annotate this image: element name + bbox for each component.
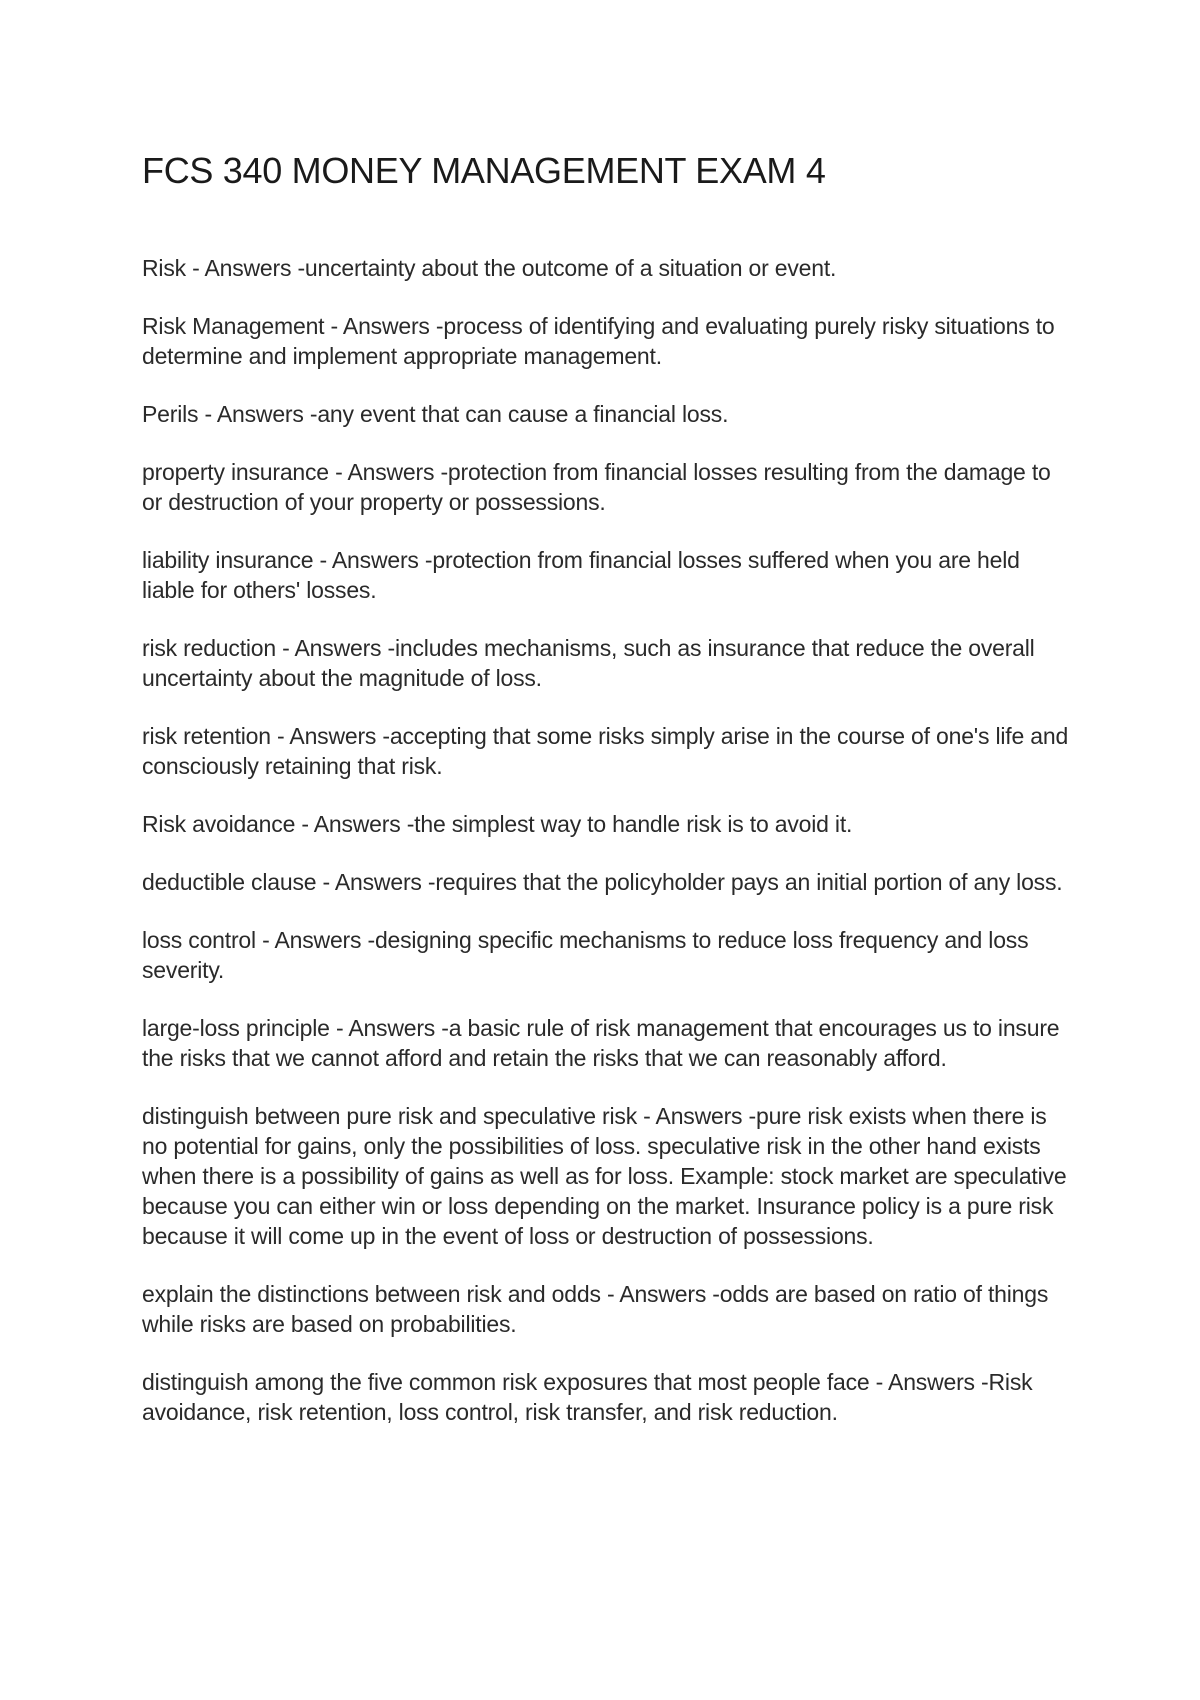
- entry-loss-control: loss control - Answers -designing specific mechanisms to reduce loss frequency and loss severity.: [142, 927, 1029, 983]
- entry-pure-vs-speculative-risk: distinguish between pure risk and speculative risk - Answers -pure risk exists when there is no potential for gains, only the possibilities of loss. speculative risk in the other hand exists when there is a possibility of gains as well as for loss. Example: stock market are speculative because you can either win or loss depending on the market. Insurance policy is a pure risk because it will come up in the event of loss or destruction of possessions.: [142, 1103, 1067, 1249]
- entry-list: [142, 253, 1072, 1455]
- entry-risk-vs-odds: explain the distinctions between risk and odds - Answers -odds are based on ratio of things while risks are based on probabilities.: [142, 1281, 1049, 1337]
- entry-risk: Risk - Answers -uncertainty about the outcome of a situation or event.: [142, 255, 837, 281]
- entry-five-risk-exposures: distinguish among the five common risk exposures that most people face - Answers -Risk avoidance, risk retention, loss control, risk transfer, and risk reduction.: [142, 1369, 1033, 1425]
- entry-risk-management: Risk Management - Answers -process of identifying and evaluating purely risky situations to determine and implement appropriate management.: [142, 313, 1055, 369]
- entry-risk-avoidance: Risk avoidance - Answers -the simplest way to handle risk is to avoid it.: [142, 811, 853, 837]
- entry-large-loss-principle: large-loss principle - Answers -a basic rule of risk management that encourages us to insure the risks that we cannot afford and retain the risks that we can reasonably afford.: [142, 1015, 1060, 1071]
- document-title: FCS 340 MONEY MANAGEMENT EXAM 4: [142, 150, 826, 191]
- entry-deductible-clause: deductible clause - Answers -requires that the policyholder pays an initial portion of any loss.: [142, 869, 1063, 895]
- entry-property-insurance: property insurance - Answers -protection from financial losses resulting from the damage to or destruction of your property or possessions.: [142, 459, 1051, 515]
- entry-risk-reduction: risk reduction - Answers -includes mechanisms, such as insurance that reduce the overall uncertainty about the magnitude of loss.: [142, 635, 1035, 691]
- entry-perils: Perils - Answers -any event that can cause a financial loss.: [142, 401, 729, 427]
- entry-liability-insurance: liability insurance - Answers -protection from financial losses suffered when you are held liable for others' losses.: [142, 547, 1020, 603]
- entry-risk-retention: risk retention - Answers -accepting that some risks simply arise in the course of one's life and consciously retaining that risk.: [142, 723, 1069, 779]
